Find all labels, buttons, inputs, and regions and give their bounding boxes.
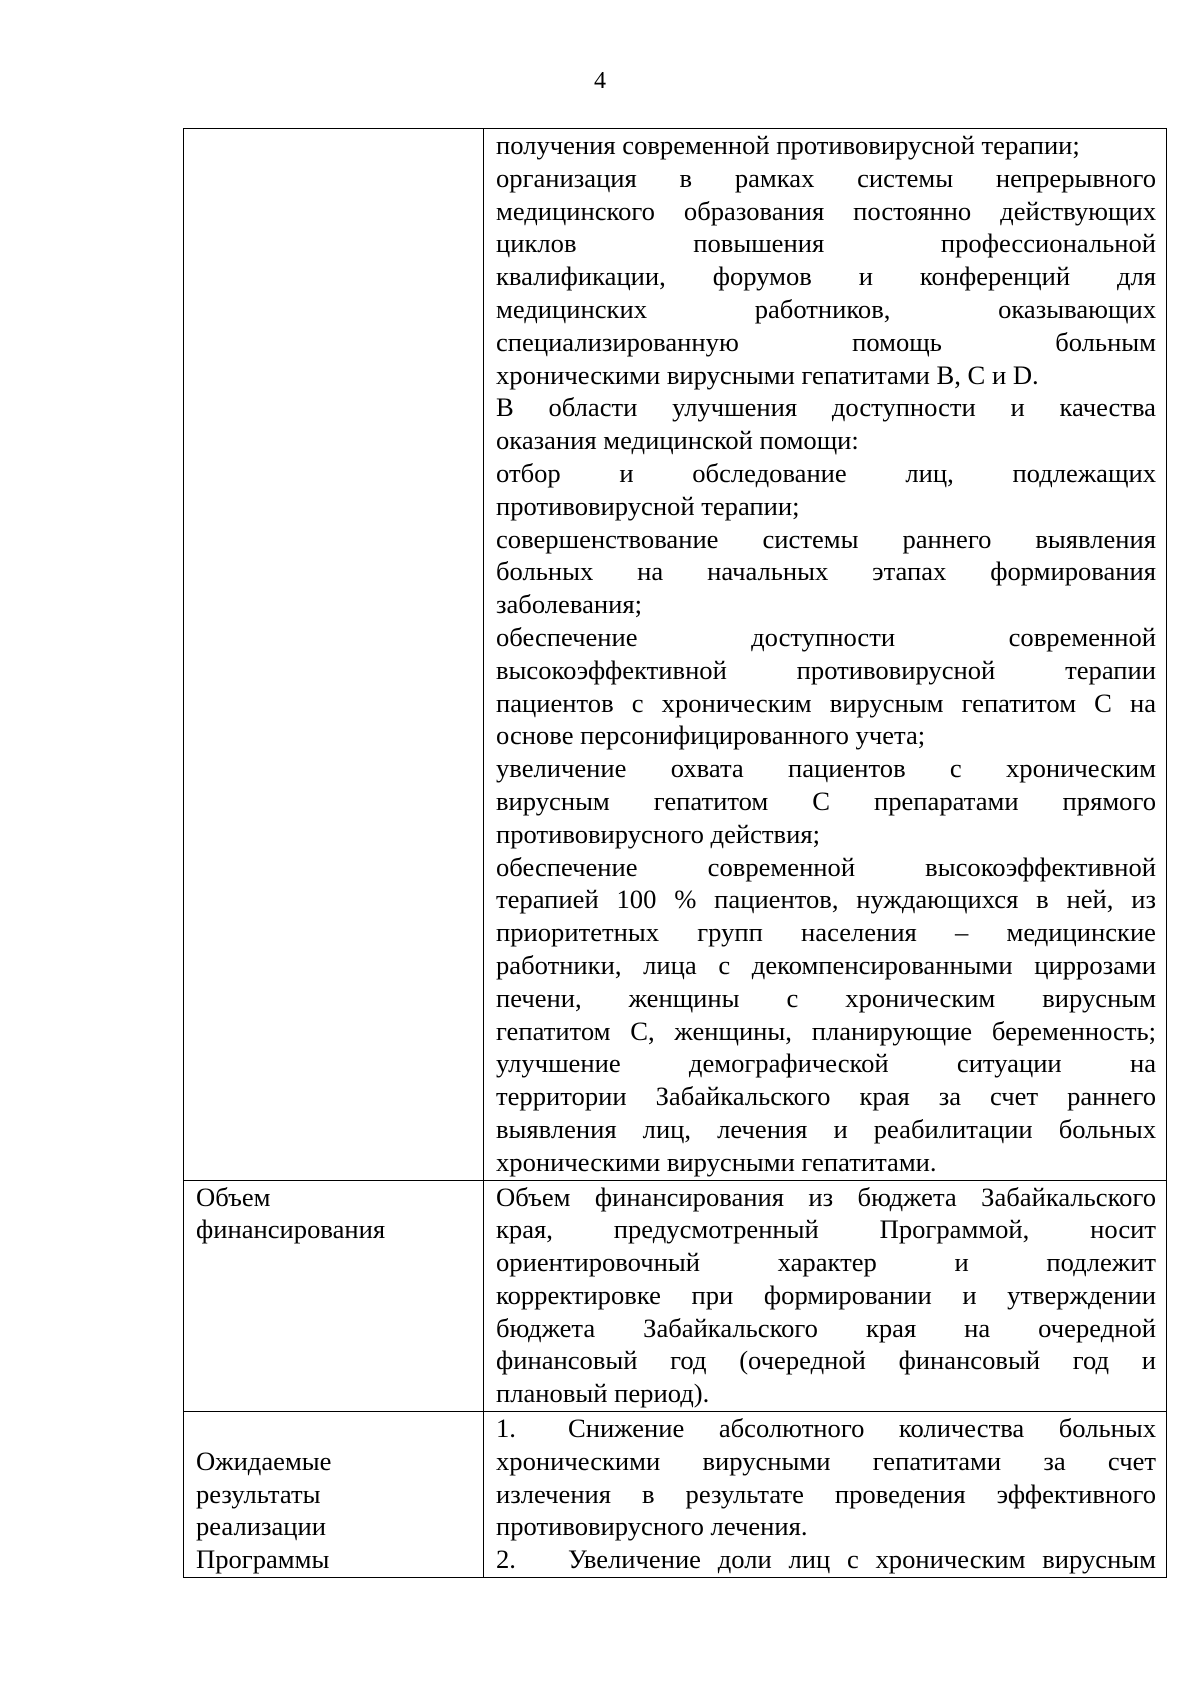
content-line: организация в рамках системы непрерывного [496,162,1156,193]
content-line: медицинского образования постоянно действующих [496,195,1156,226]
content-line: увеличение охвата пациентов с хроническим [496,753,1156,784]
page-number: 4 [594,68,606,94]
row-label-line: Ожидаемые [196,1445,332,1476]
content-line: противовирусной терапии; [496,490,800,521]
content-line: основе персонифицированного учета; [496,720,926,751]
row-content-cell [484,129,1167,1181]
content-line: пациентов с хроническим вирусным гепатитом С на [496,687,1156,718]
row-label-line: Объем [196,1181,271,1212]
content-line: выявления лиц, лечения и реабилитации больных [496,1113,1156,1144]
list-number: 1. [496,1413,516,1444]
row-label-cell [184,129,484,1181]
content-line: хроническими вирусными гепатитами за счет [496,1445,1156,1476]
content-line [496,1412,1156,1445]
row-label-line: результаты [196,1478,321,1509]
program-passport-table [183,128,1167,1578]
table-row [184,1412,1167,1578]
content-line: улучшение демографической ситуации на [496,1048,1156,1079]
content-line: совершенствование системы раннего выявления [496,523,1156,554]
content-line: территории Забайкальского края за счет раннего [496,1081,1156,1112]
content-line: финансовый год (очередной финансовый год и [496,1345,1156,1376]
content-line: хроническими вирусными гепатитами. [496,1146,937,1177]
content-line: противовирусного действия; [496,818,820,849]
content-line: высокоэффективной противовирусной терапии [496,654,1156,685]
content-line: обеспечение современной высокоэффективной [496,851,1156,882]
content-line: заболевания; [496,589,642,620]
list-item-text: Увеличение доли лиц с хроническим вирусным [568,1544,1156,1575]
row-label-line: финансирования [196,1214,386,1245]
content-line: корректировке при формировании и утверждении [496,1279,1156,1310]
row-label-cell [184,1180,484,1412]
content-line: медицинских работников, оказывающих [496,293,1156,324]
content-line: вирусным гепатитом С препаратами прямого [496,785,1156,816]
content-line: работники, лица с декомпенсированными циррозами [496,949,1156,980]
row-content-cell [484,1180,1167,1412]
row-content-cell [484,1412,1167,1578]
content-line: хроническими вирусными гепатитами B, C и D. [496,359,1039,390]
content-line: специализированную помощь больным [496,326,1156,357]
row-label-line: Программы [196,1544,330,1575]
row-label-line: реализации [196,1511,326,1542]
content-line: противовирусного лечения. [496,1511,808,1542]
content-line: приоритетных групп населения – медицинские [496,917,1156,948]
table-row [184,129,1167,1181]
content-line: квалификации, форумов и конференций для [496,261,1156,292]
content-line: терапией 100 % пациентов, нуждающихся в ней, из [496,884,1156,915]
content-line: бюджета Забайкальского края на очередной [496,1312,1156,1343]
content-line: обеспечение доступности современной [496,621,1156,652]
table-row [184,1180,1167,1412]
content-line [496,1543,1156,1576]
row-label-cell [184,1412,484,1578]
content-line: излечения в результате проведения эффективного [496,1478,1156,1509]
content-line: плановый период). [496,1378,710,1409]
content-line: печени, женщины с хроническим вирусным [496,982,1156,1013]
list-item-text: Снижение абсолютного количества больных [568,1413,1156,1444]
content-line: получения современной противовирусной терапии; [496,130,1080,160]
content-line: В области улучшения доступности и качества [496,392,1156,423]
content-line: отбор и обследование лиц, подлежащих [496,457,1156,488]
list-number: 2. [496,1544,516,1575]
content-line: края, предусмотренный Программой, носит [496,1214,1156,1245]
content-line: циклов повышения профессиональной [496,228,1156,259]
content-line: ориентировочный характер и подлежит [496,1247,1156,1278]
content-line: Объем финансирования из бюджета Забайкальского [496,1181,1156,1212]
content-line: гепатитом С, женщины, планирующие беременность; [496,1015,1156,1046]
content-line: больных на начальных этапах формирования [496,556,1156,587]
content-line: оказания медицинской помощи: [496,425,859,456]
